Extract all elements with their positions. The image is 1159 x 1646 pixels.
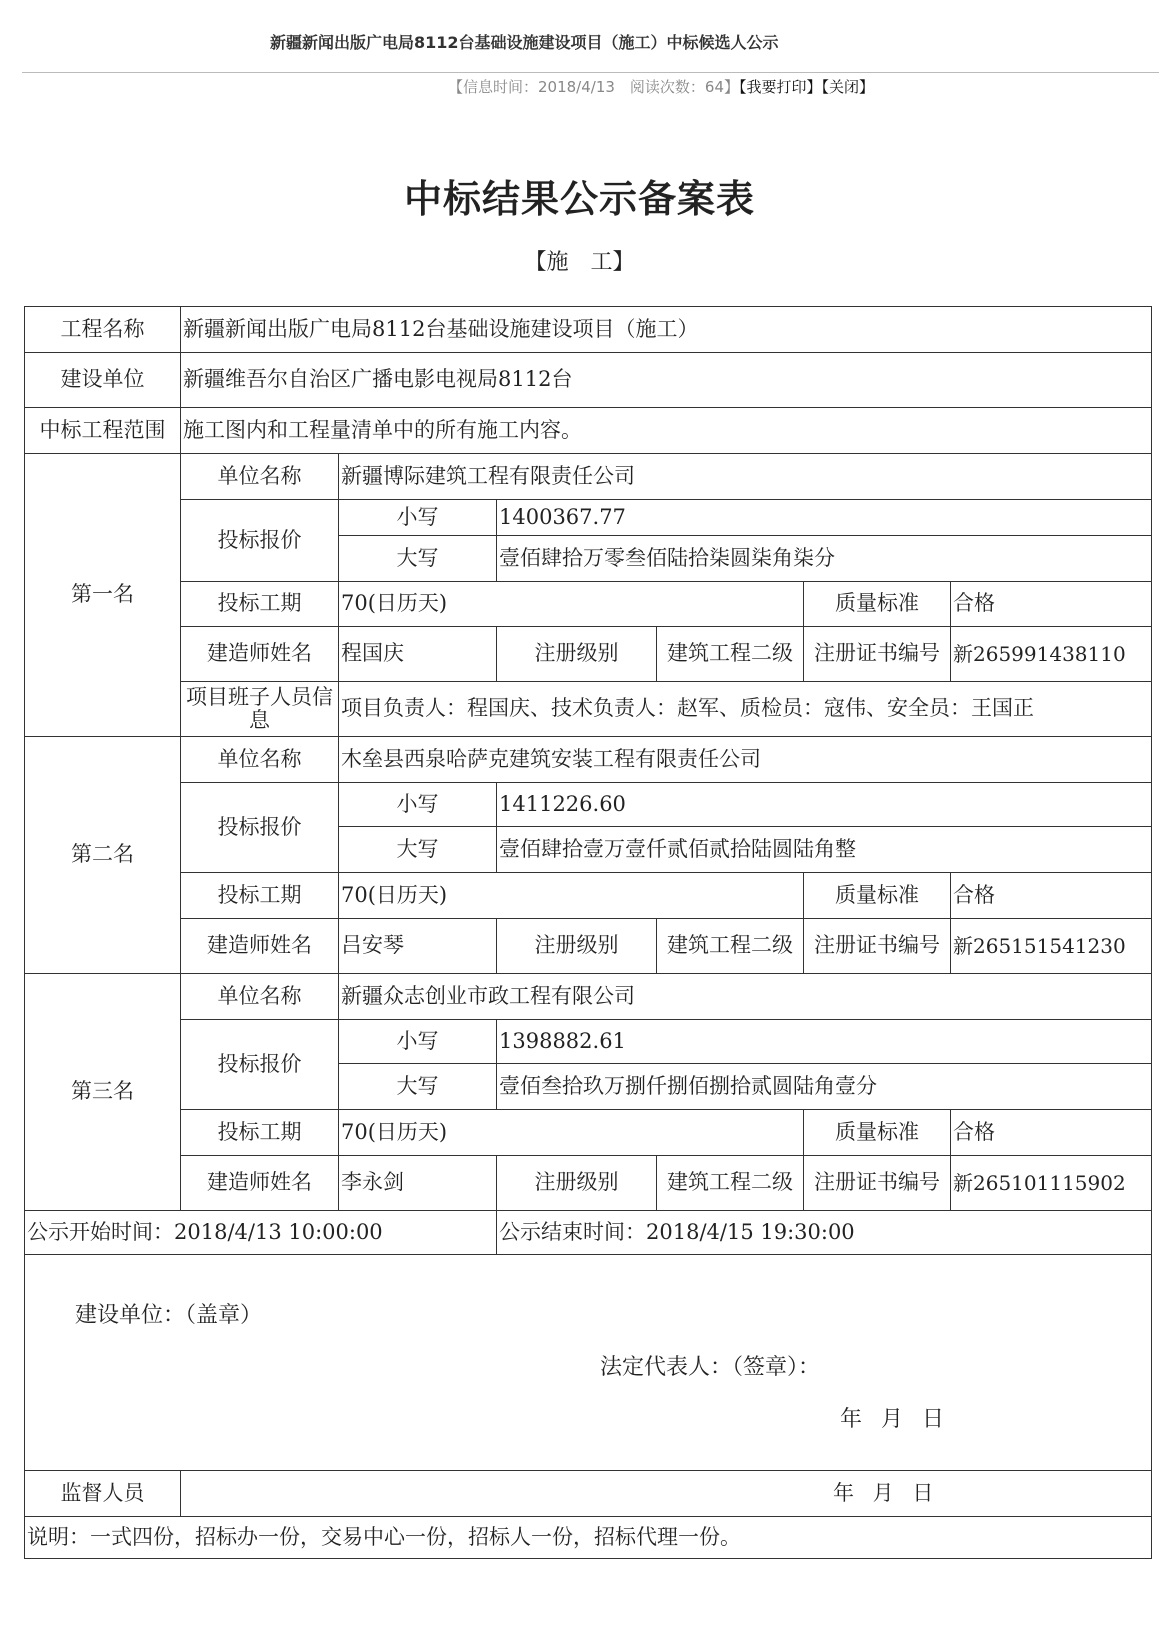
owner-seal-label: 建设单位：（盖章） <box>75 1303 263 1328</box>
signature-date: 年 月 日 <box>840 1407 950 1432</box>
candidate-3-quality-label: 质量标准 <box>804 1110 951 1156</box>
candidate-3-price-lower: 1398882.61 <box>497 1020 1152 1064</box>
owner-row <box>25 353 1152 408</box>
owner-value: 新疆维吾尔自治区广播电影电视局8112台 <box>181 353 1152 408</box>
candidate-3-price-label: 投标报价 <box>181 1020 339 1110</box>
page-title: 新疆新闻出版广电局8112台基础设施建设项目（施工）中标候选人公示 <box>270 33 779 52</box>
candidate-2-duration-label: 投标工期 <box>181 873 339 919</box>
legal-rep-signature-label: 法定代表人：（签章）： <box>600 1355 821 1380</box>
document-title: 中标结果公示备案表 <box>403 176 755 221</box>
candidate-3-builder-row <box>25 1156 1152 1211</box>
owner-label: 建设单位 <box>25 353 181 408</box>
info-time-and-views: 【信息时间：2018/4/13 阅读次数：64】 <box>448 78 739 96</box>
candidate-1-lower-label: 小写 <box>339 500 497 536</box>
header-divider <box>22 72 1159 73</box>
candidate-2-level-value: 建筑工程二级 <box>657 919 804 974</box>
candidate-3-upper-label: 大写 <box>339 1064 497 1110</box>
signature-block <box>25 1255 1152 1471</box>
candidate-1-unit-value: 新疆博际建筑工程有限责任公司 <box>339 454 1152 500</box>
candidate-1-duration-label: 投标工期 <box>181 582 339 627</box>
candidate-3-level-label: 注册级别 <box>497 1156 657 1211</box>
candidate-3-unit-row <box>25 974 1152 1020</box>
candidate-1-duration-value: 70(日历天) <box>339 582 804 627</box>
print-link[interactable]: 【我要打印】 <box>739 78 822 96</box>
candidate-1-builder-row <box>25 627 1152 682</box>
candidate-1-team-row <box>25 682 1152 737</box>
candidate-2-level-label: 注册级别 <box>497 919 657 974</box>
candidate-2-unit-value: 木垒县西泉哈萨克建筑安装工程有限责任公司 <box>339 737 1152 783</box>
candidate-3-price-lower-row <box>25 1020 1152 1064</box>
candidate-3-rank: 第三名 <box>25 974 181 1211</box>
supervisor-row <box>25 1471 1152 1517</box>
publicity-start: 公示开始时间：2018/4/13 10:00:00 <box>25 1211 497 1255</box>
candidate-2-duration-value: 70(日历天) <box>339 873 804 919</box>
bid-result-table <box>24 306 1152 1559</box>
candidate-3-duration-value: 70(日历天) <box>339 1110 804 1156</box>
publicity-row <box>25 1211 1152 1255</box>
candidate-3-quality-value: 合格 <box>951 1110 1152 1156</box>
candidate-2-quality-label: 质量标准 <box>804 873 951 919</box>
candidate-3-duration-row <box>25 1110 1152 1156</box>
candidate-2-price-label: 投标报价 <box>181 783 339 873</box>
candidate-2-price-lower-row <box>25 783 1152 827</box>
candidate-1-price-upper: 壹佰肆拾万零叁佰陆拾柒圆柒角柒分 <box>497 536 1152 582</box>
candidate-3-builder-label: 建造师姓名 <box>181 1156 339 1211</box>
candidate-3-level-value: 建筑工程二级 <box>657 1156 804 1211</box>
candidate-3-duration-label: 投标工期 <box>181 1110 339 1156</box>
candidate-1-upper-label: 大写 <box>339 536 497 582</box>
candidate-2-builder-label: 建造师姓名 <box>181 919 339 974</box>
supervisor-date: 年 月 日 <box>833 1480 940 1505</box>
candidate-1-team-label: 项目班子人员信息 <box>181 682 339 737</box>
candidate-2-cert-value: 新265151541230 <box>951 919 1152 974</box>
scope-label: 中标工程范围 <box>25 408 181 454</box>
project-name-value: 新疆新闻出版广电局8112台基础设施建设项目（施工） <box>181 307 1152 353</box>
project-name-row <box>25 307 1152 353</box>
candidate-1-level-label: 注册级别 <box>497 627 657 682</box>
candidate-1-duration-row <box>25 582 1152 627</box>
candidate-1-unit-row <box>25 454 1152 500</box>
publicity-end: 公示结束时间：2018/4/15 19:30:00 <box>497 1211 1152 1255</box>
candidate-3-unit-label: 单位名称 <box>181 974 339 1020</box>
candidate-1-cert-label: 注册证书编号 <box>804 627 951 682</box>
candidate-2-unit-row <box>25 737 1152 783</box>
candidate-2-lower-label: 小写 <box>339 783 497 827</box>
candidate-2-rank: 第二名 <box>25 737 181 974</box>
candidate-1-quality-label: 质量标准 <box>804 582 951 627</box>
candidate-1-quality-value: 合格 <box>951 582 1152 627</box>
candidate-1-builder-label: 建造师姓名 <box>181 627 339 682</box>
candidate-2-builder-value: 吕安琴 <box>339 919 497 974</box>
close-link[interactable]: 【关闭】 <box>821 78 875 96</box>
candidate-2-price-upper: 壹佰肆拾壹万壹仟贰佰贰拾陆圆陆角整 <box>497 827 1152 873</box>
document-subtitle: 【施 工】 <box>524 250 635 275</box>
note-row <box>25 1517 1152 1559</box>
note-text: 说明：一式四份，招标办一份，交易中心一份，招标人一份，招标代理一份。 <box>25 1517 1152 1559</box>
candidate-2-unit-label: 单位名称 <box>181 737 339 783</box>
candidate-1-unit-label: 单位名称 <box>181 454 339 500</box>
scope-value: 施工图内和工程量清单中的所有施工内容。 <box>181 408 1152 454</box>
candidate-1-price-lower-row <box>25 500 1152 536</box>
candidate-1-price-label: 投标报价 <box>181 500 339 582</box>
supervisor-label: 监督人员 <box>25 1471 181 1517</box>
candidate-3-cert-value: 新265101115902 <box>951 1156 1152 1211</box>
signature-row <box>25 1255 1152 1471</box>
project-name-label: 工程名称 <box>25 307 181 353</box>
candidate-2-quality-value: 合格 <box>951 873 1152 919</box>
candidate-1-builder-value: 程国庆 <box>339 627 497 682</box>
supervisor-cell <box>181 1471 1152 1517</box>
candidate-1-team-value: 项目负责人：程国庆、技术负责人：赵军、质检员：寇伟、安全员：王国正 <box>339 682 1152 737</box>
scope-row <box>25 408 1152 454</box>
info-meta-line <box>448 76 874 97</box>
candidate-2-builder-row <box>25 919 1152 974</box>
candidate-3-cert-label: 注册证书编号 <box>804 1156 951 1211</box>
candidate-2-upper-label: 大写 <box>339 827 497 873</box>
candidate-1-price-lower: 1400367.77 <box>497 500 1152 536</box>
candidate-3-unit-value: 新疆众志创业市政工程有限公司 <box>339 974 1152 1020</box>
candidate-1-rank: 第一名 <box>25 454 181 737</box>
candidate-1-level-value: 建筑工程二级 <box>657 627 804 682</box>
candidate-2-duration-row <box>25 873 1152 919</box>
candidate-1-cert-value: 新265991438110 <box>951 627 1152 682</box>
candidate-3-lower-label: 小写 <box>339 1020 497 1064</box>
candidate-3-price-upper: 壹佰叁拾玖万捌仟捌佰捌拾贰圆陆角壹分 <box>497 1064 1152 1110</box>
candidate-3-builder-value: 李永剑 <box>339 1156 497 1211</box>
candidate-2-cert-label: 注册证书编号 <box>804 919 951 974</box>
candidate-2-price-lower: 1411226.60 <box>497 783 1152 827</box>
